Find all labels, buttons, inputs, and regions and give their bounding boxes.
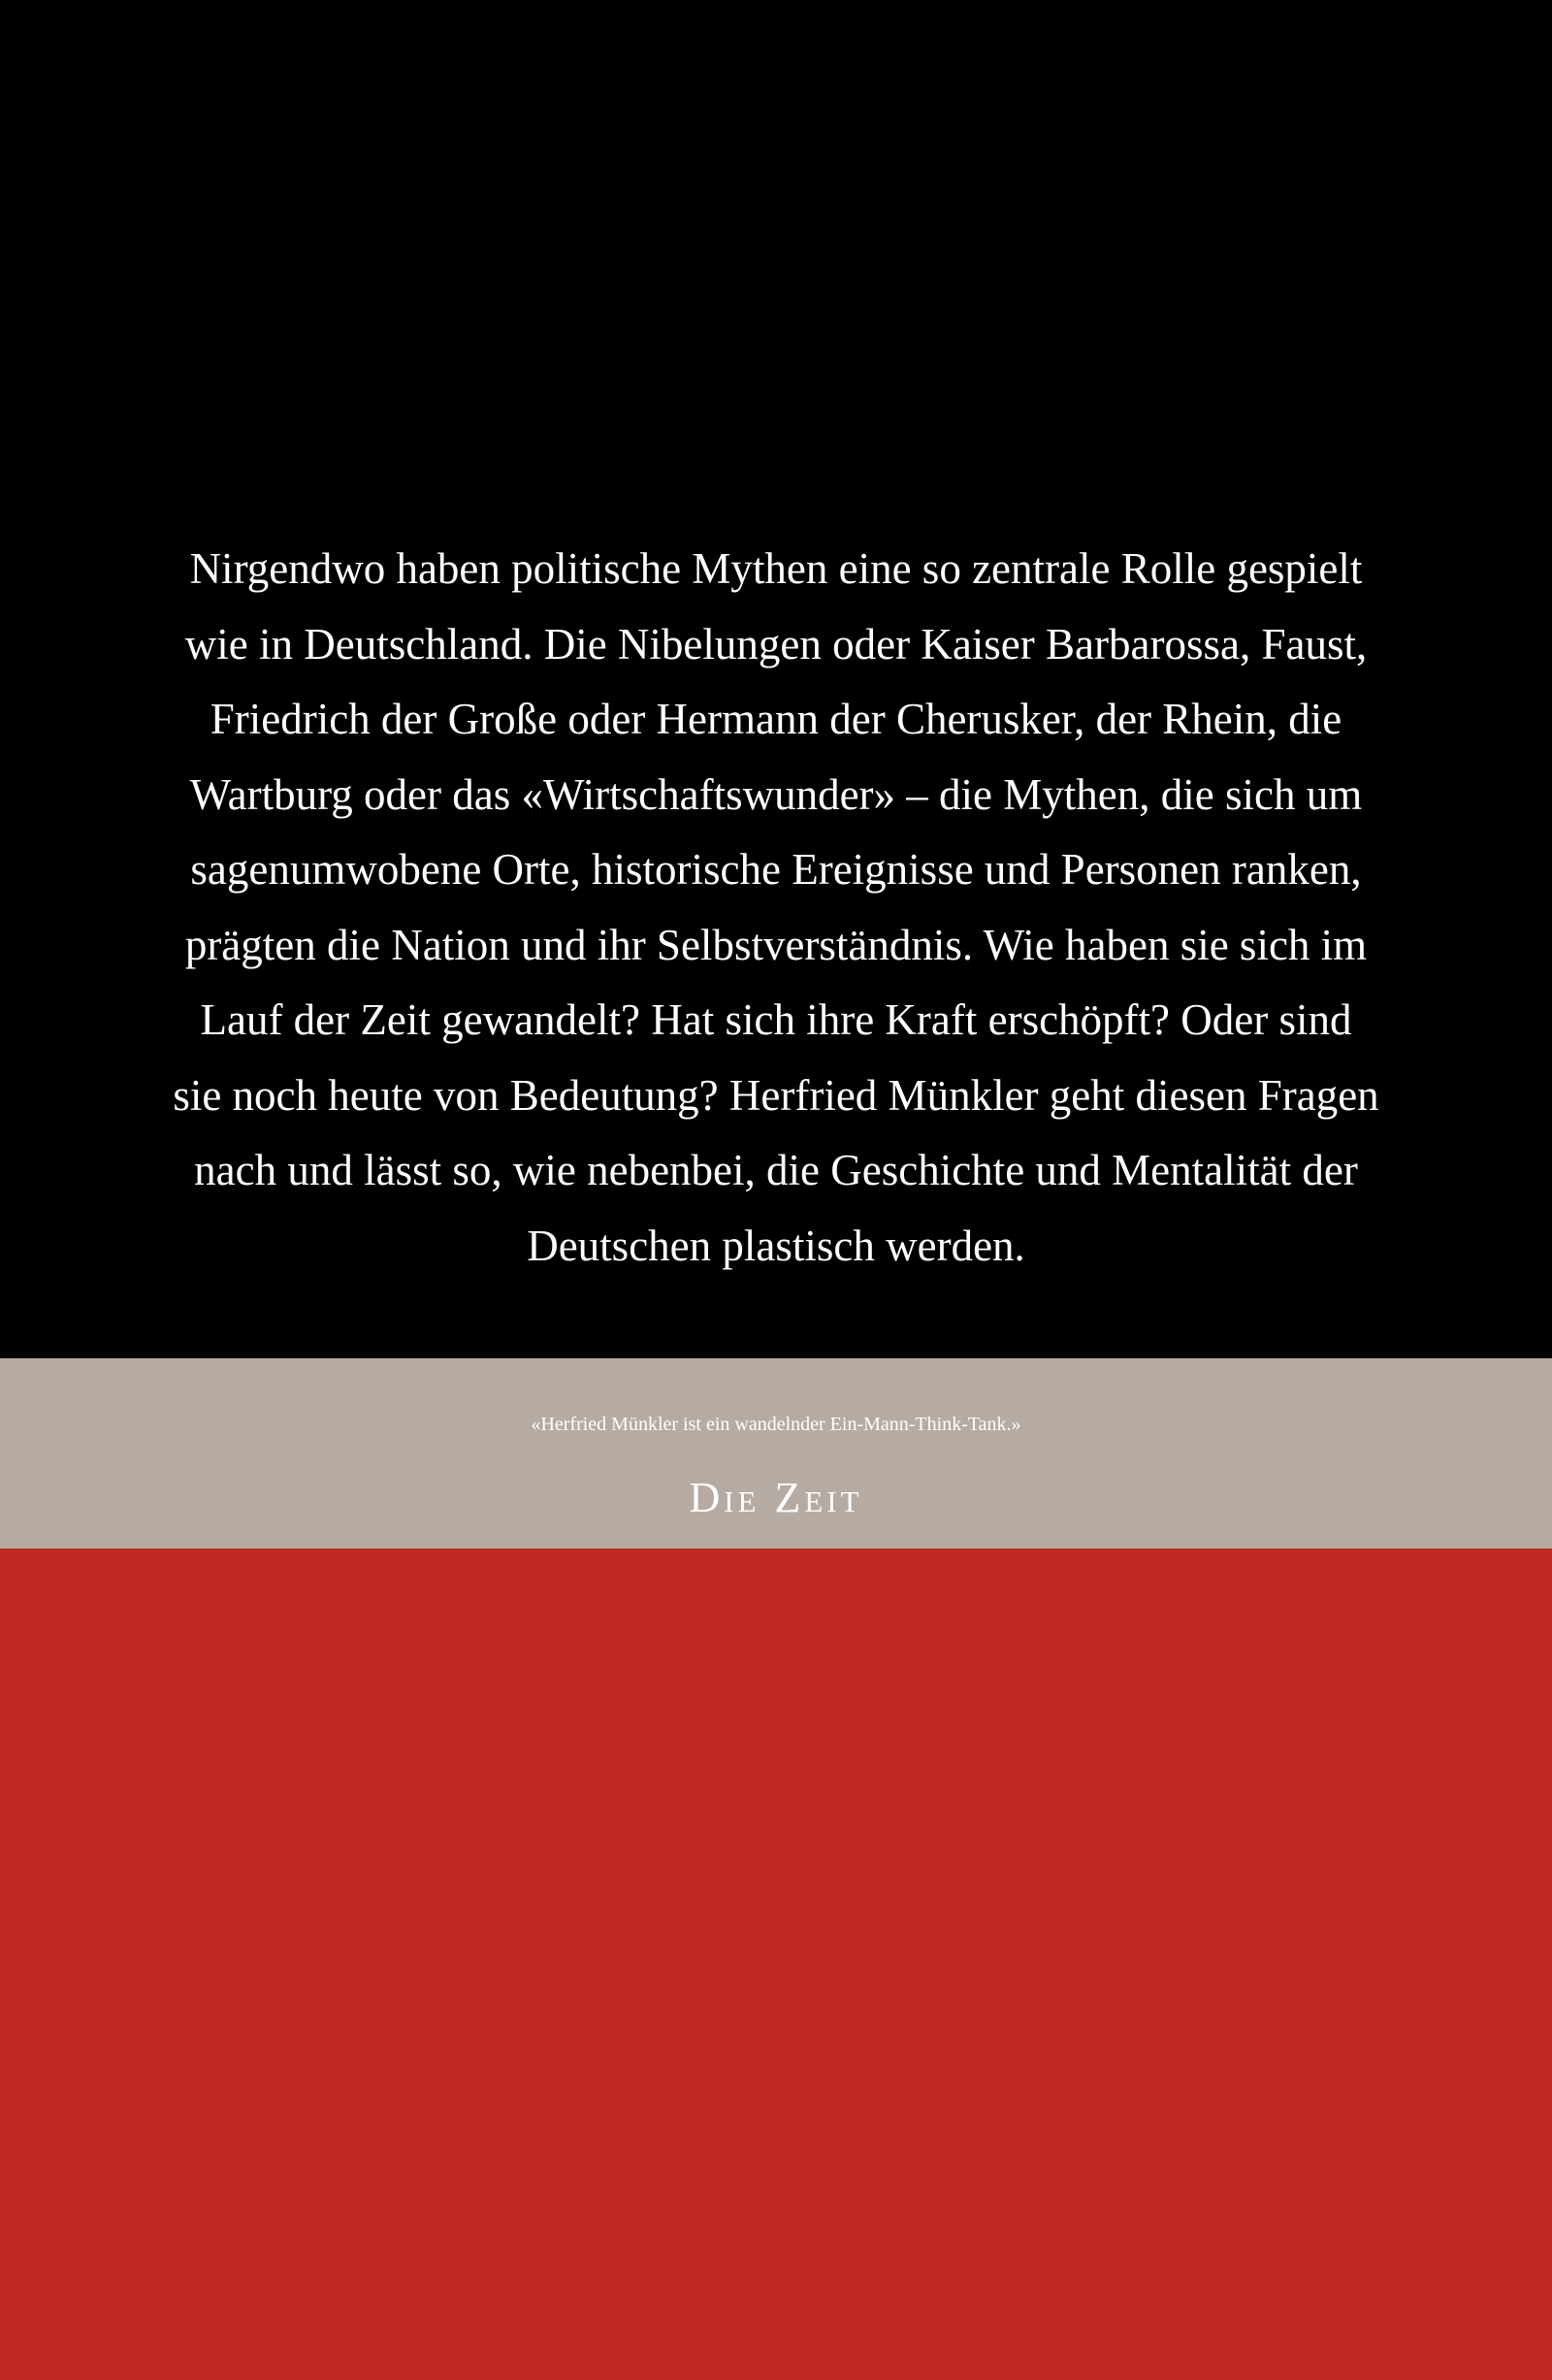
quote-band bbox=[0, 1358, 1552, 1549]
blurb-line: prägten die Nation und ihr Selbstverständnis. Wie haben sie sich im bbox=[184, 920, 1368, 969]
blurb-line: wie in Deutschland. Die Nibelungen oder Kaiser Barbarossa, Faust, bbox=[184, 619, 1368, 668]
bottom-red-band bbox=[0, 1549, 1552, 2380]
blurb-line: Friedrich der Große oder Hermann der Cherusker, der Rhein, die bbox=[210, 695, 1342, 743]
blurb-line: Deutschen plastisch werden. bbox=[527, 1221, 1025, 1270]
blurb-line: Lauf der Zeit gewandelt? Hat sich ihre Kraft erschöpft? Oder sind bbox=[200, 995, 1352, 1044]
blurb-line: Wartburg oder das «Wirtschaftswunder» – die Mythen, die sich um bbox=[189, 769, 1363, 819]
review-quote: «Herfried Münkler ist ein wandelnder Ein-Mann-Think-Tank.» bbox=[531, 1414, 1021, 1435]
blurb-line: sie noch heute von Bedeutung? Herfried Münkler geht diesen Fragen bbox=[173, 1070, 1379, 1120]
quote-source: Die Zeit bbox=[689, 1474, 863, 1521]
blurb-text bbox=[78, 532, 1474, 1284]
blurb-line: nach und lässt so, wie nebenbei, die Geschichte und Mentalität der bbox=[194, 1146, 1358, 1194]
blurb-line: sagenumwobene Orte, historische Ereignisse und Personen ranken, bbox=[190, 845, 1362, 894]
blurb-line: Nirgendwo haben politische Mythen eine so zentrale Rolle gespielt bbox=[189, 544, 1363, 593]
